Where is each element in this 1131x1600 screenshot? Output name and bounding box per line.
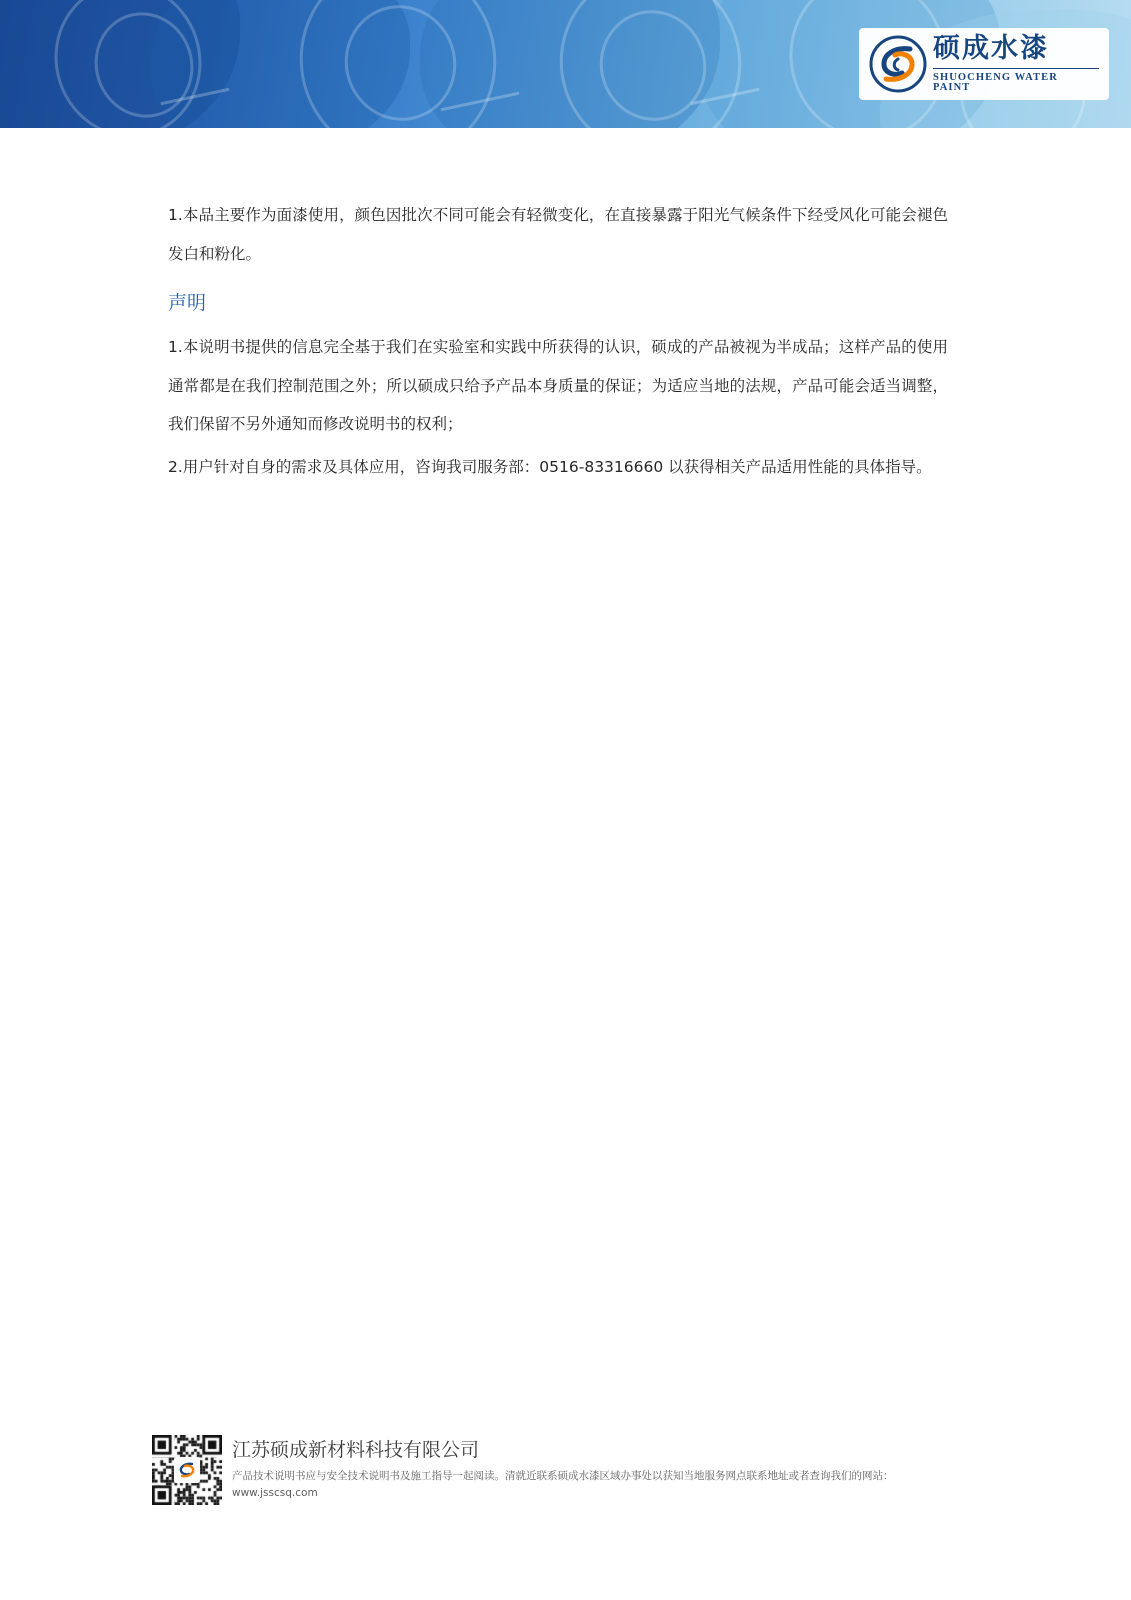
qr-code	[152, 1435, 222, 1505]
page-header-banner	[0, 0, 1131, 128]
section-title-declaration: 声明	[168, 291, 207, 314]
brand-name-cn: 硕成水漆	[933, 32, 1049, 64]
declaration-item-1: 1.本说明书提供的信息完全基于我们在实验室和实践中所获得的认识，硕成的产品被视为半成品；这样产品的使用通常都是在我们控制范围之外；所以硕成只给予产品本身质量的保证；为适应当地的法规，产品可能会适当调整，我们保留不另外通知而修改说明书的权利；	[168, 337, 948, 434]
footer-note: 产品技术说明书应与安全技术说明书及施工指导一起阅读。清就近联系硕成水漆区域办事处以获知当地服务网点联系地址或者查询我们的网站：www.jsscsq.com	[232, 1469, 894, 1499]
declaration-item-2: 2.用户针对自身的需求及具体应用，咨询我司服务部：0516-83316660 以获得相关产品适用性能的具体指导。	[168, 458, 932, 477]
brand-name-en: SHUOCHENG WATER PAINT	[933, 68, 1099, 94]
qr-center-logo-icon	[174, 1457, 200, 1483]
shuocheng-swirl-logo-icon	[869, 35, 927, 93]
product-note-1: 1.本品主要作为面漆使用，颜色因批次不同可能会有轻微变化，在直接暴露于阳光气候条件下经受风化可能会褪色发白和粉化。	[168, 206, 948, 263]
company-name: 江苏硕成新材料科技有限公司	[232, 1439, 480, 1461]
page-footer	[152, 1435, 1012, 1505]
brand-logo	[859, 28, 1109, 100]
document-body	[168, 196, 948, 491]
